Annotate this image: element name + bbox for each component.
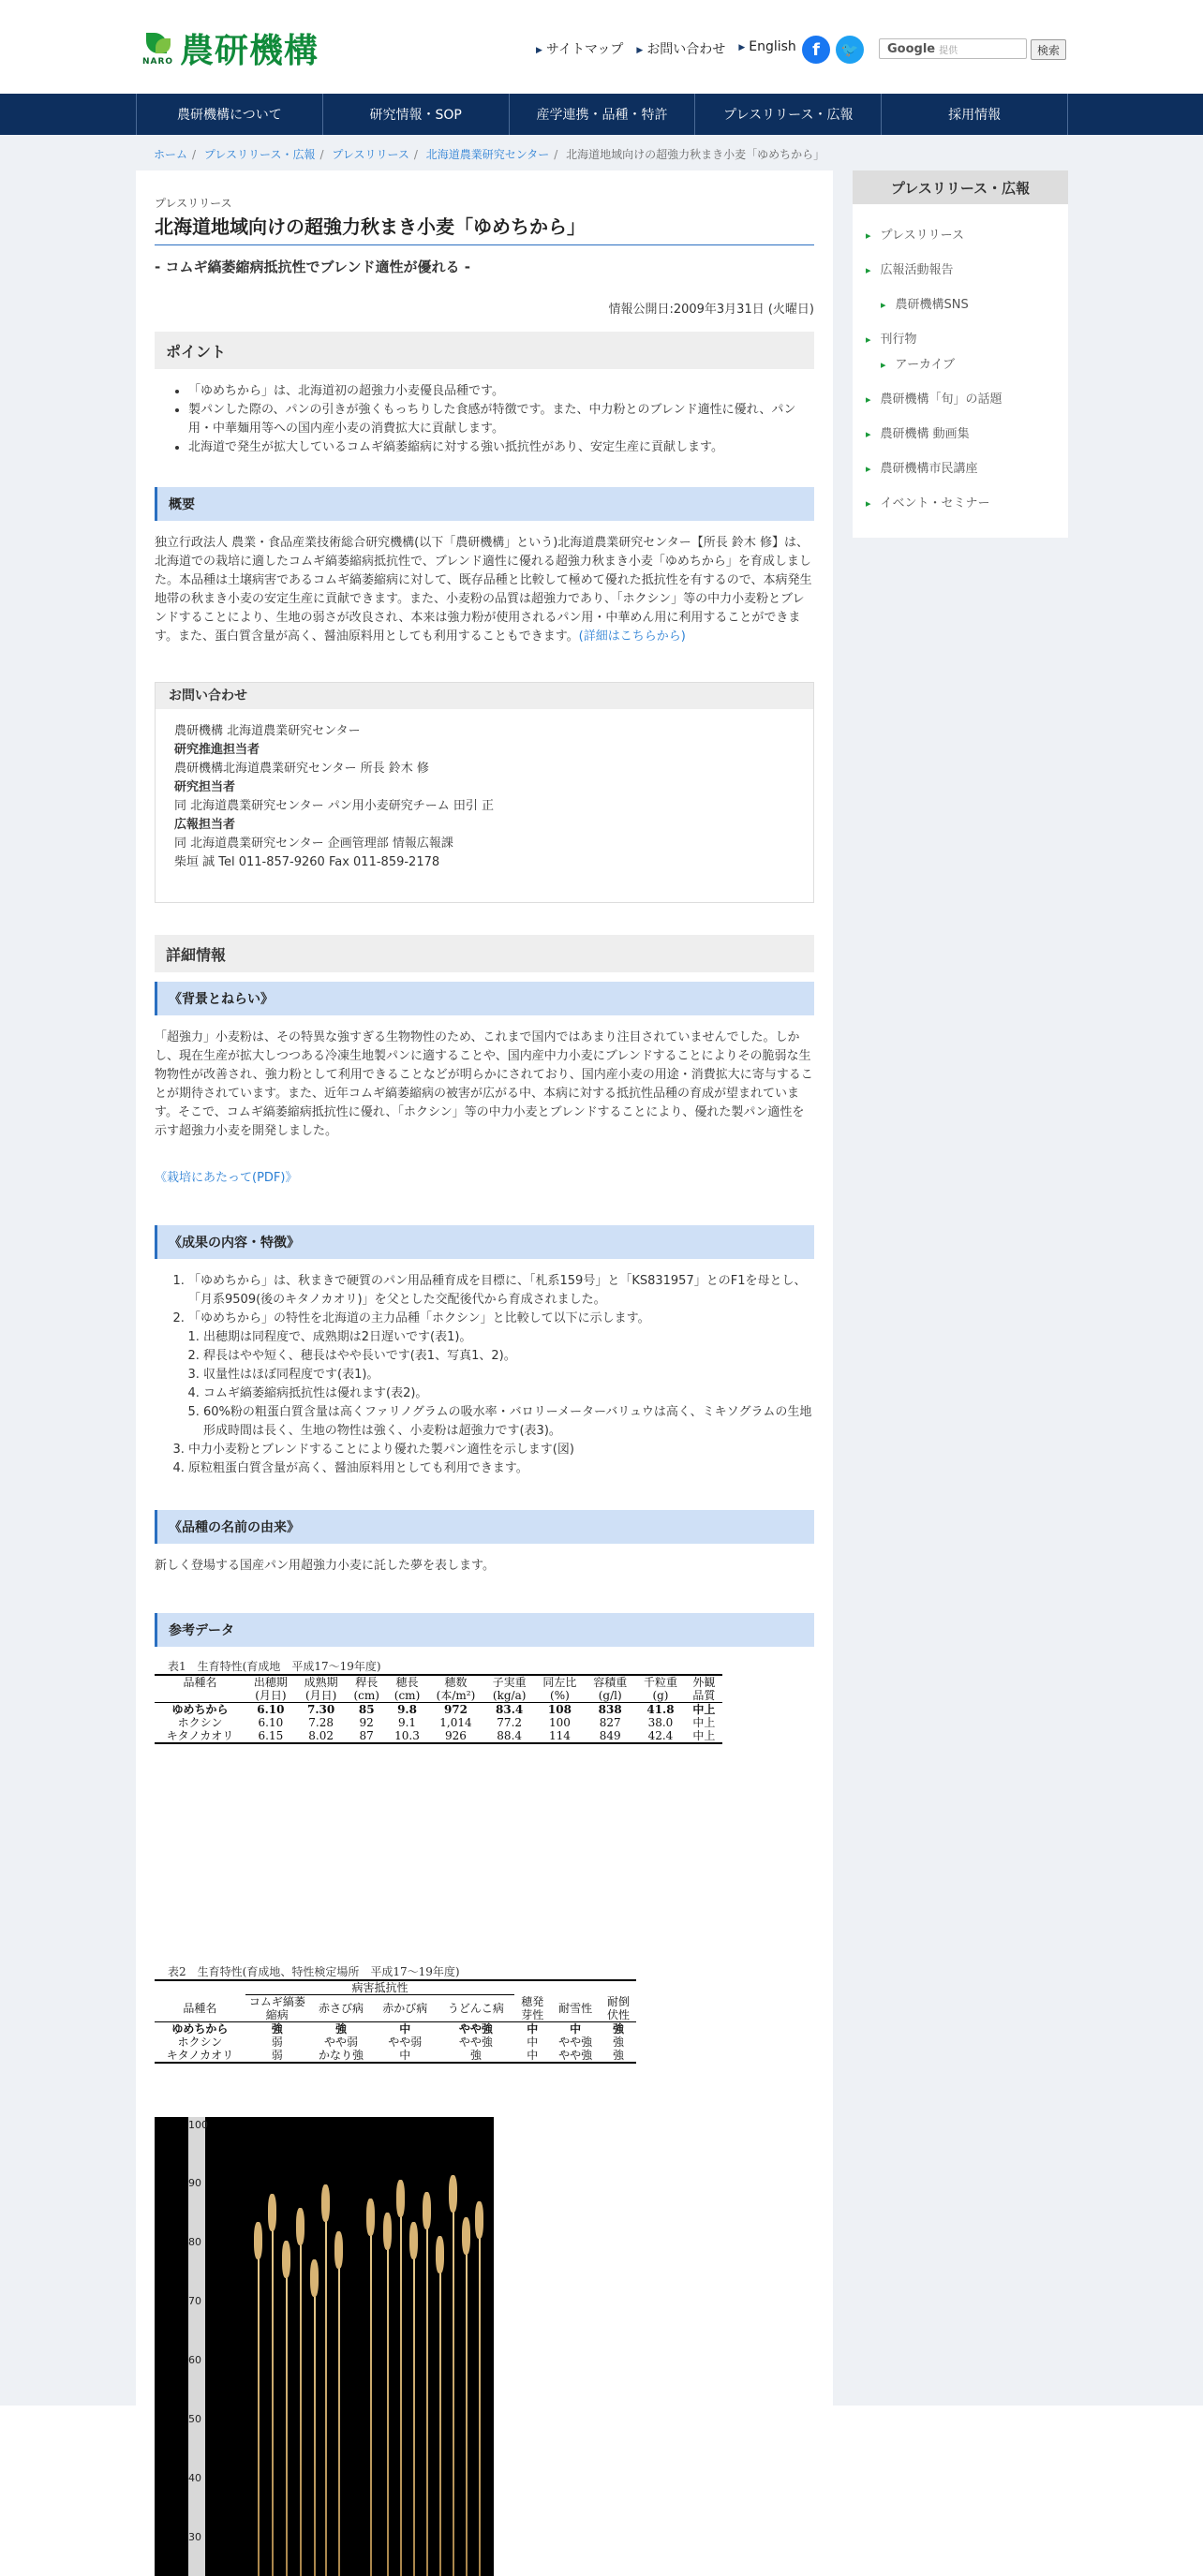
contact-heading: お問い合わせ	[156, 683, 813, 709]
crumb-home[interactable]: ホーム	[154, 148, 188, 161]
th: (cm)	[394, 1689, 421, 1702]
contact-line: 研究推進担当者	[174, 743, 260, 757]
contact-box	[155, 682, 814, 903]
search-placeholder: 提供	[939, 45, 958, 56]
td: 強	[334, 2022, 347, 2036]
contact-lines	[156, 709, 813, 872]
td: 85	[358, 1703, 375, 1716]
th: (g/l)	[598, 1689, 622, 1702]
detail-heading: 詳細情報	[155, 935, 814, 972]
ruler-label: 50	[188, 2413, 201, 2425]
sidebar-item-lectures[interactable]: ▸ 農研機構市民講座	[866, 458, 978, 476]
th: 赤かび病	[382, 2002, 428, 2015]
nav-about[interactable]: 農研機構について	[137, 94, 323, 135]
td: やや強	[558, 2036, 593, 2049]
twitter-icon[interactable]: 🐦	[836, 36, 864, 64]
td: 38.0	[647, 1716, 674, 1729]
sidebar-item-videos[interactable]: ▸ 農研機構 動画集	[866, 423, 970, 441]
td: 108	[547, 1703, 572, 1716]
crumb-press[interactable]: プレスリリース	[332, 148, 409, 161]
wheat-photo	[155, 2117, 494, 2576]
sidebar-item-sns[interactable]: ▸ 農研機構SNS	[881, 294, 969, 312]
td: 弱	[271, 2049, 283, 2062]
sidebar-item-publications[interactable]: ▸ 刊行物	[866, 329, 917, 347]
logo-naro-text: NARO	[142, 56, 174, 67]
wheat-ear	[383, 2213, 392, 2250]
point-list	[155, 382, 814, 457]
ruler-label: 100	[188, 2119, 208, 2131]
td: キタノカオリ	[166, 2049, 234, 2062]
table2-header	[155, 1995, 636, 2022]
td: キタノカオリ	[166, 1729, 234, 1742]
list-item: 5. 60%粉の粗蛋白質含量は高くファリノグラムの吸水率・バロリーメーターバリュウは高く、ミキソグラムの生地形成時間は長く、生地の物性は強く、小麦粉は超強力です(表3)。	[203, 1403, 814, 1441]
search-brand: Google	[887, 41, 936, 56]
td: ホクシン	[177, 1716, 223, 1729]
sitemap-link[interactable]: ▶ サイトマップ	[536, 39, 623, 58]
wheat-stalk	[387, 2248, 389, 2576]
th: 穂長	[395, 1676, 419, 1689]
th: 同左比	[542, 1676, 577, 1689]
td: 弱	[271, 2036, 283, 2049]
th: (kg/a)	[492, 1689, 527, 1702]
td: 強	[612, 2022, 624, 2036]
wheat-stalk	[258, 2258, 260, 2576]
results-sublist	[188, 1328, 814, 1441]
facebook-icon[interactable]: f	[802, 36, 830, 64]
page-title: 北海道地域向けの超強力秋まき小麦「ゆめちから」	[155, 212, 814, 245]
td: 972	[443, 1703, 468, 1716]
th: 耐雪性	[558, 2001, 593, 2015]
td: 114	[548, 1729, 571, 1742]
crumb-current: 北海道地域向けの超強力秋まき小麦「ゆめちから」	[566, 148, 825, 161]
th: 子実重	[492, 1676, 527, 1689]
th: 品質	[692, 1689, 716, 1702]
td: 41.8	[646, 1703, 675, 1716]
td: 92	[359, 1716, 374, 1729]
table-row	[155, 1716, 722, 1729]
td: 中	[570, 2022, 582, 2036]
td: やや強	[558, 2049, 593, 2062]
td: ゆめちから	[171, 2022, 229, 2036]
list-item: 4. コムギ縞萎縮病抵抗性は優れます(表2)。	[203, 1384, 814, 1403]
td: やや弱	[388, 2036, 423, 2049]
article-category: プレスリリース	[155, 197, 232, 210]
th: 病害抵抗性	[245, 1980, 514, 1995]
th: 稈長	[355, 1676, 379, 1689]
th: 穂数	[444, 1676, 468, 1689]
name-text: 新しく登場する国産パン用超強力小麦に託した夢を表します。	[155, 1559, 495, 1573]
name-heading: 《品種の名前の由来》	[155, 1510, 814, 1544]
td: 87	[359, 1729, 374, 1742]
th: うどんこ病	[447, 2002, 504, 2015]
english-link[interactable]: ▶ English	[738, 39, 795, 58]
list-item: 3. 中力小麦粉とブレンドすることにより優れた製パン適性を示します(図)	[188, 1441, 814, 1459]
wheat-ear	[436, 2236, 444, 2273]
th: 品種名	[183, 1676, 217, 1689]
td: 1,014	[439, 1716, 472, 1729]
wheat-ear	[334, 2231, 343, 2269]
table1-block	[155, 1658, 726, 1744]
search-input[interactable]	[879, 38, 1027, 59]
results-list	[155, 1272, 814, 1478]
td: 7.30	[307, 1703, 335, 1716]
wheat-ear	[423, 2192, 431, 2229]
th: 穂発芽性	[521, 1994, 544, 2021]
wheat-stalk	[272, 2229, 274, 2576]
wheat-stalk	[400, 2215, 402, 2576]
th: (%)	[550, 1689, 570, 1702]
wheat-ear	[449, 2175, 457, 2213]
contact-line: 研究担当者	[174, 780, 236, 794]
wheat-stalk	[439, 2272, 441, 2576]
td: ホクシン	[177, 2036, 223, 2049]
td: 中	[527, 2022, 539, 2036]
list-item: 2. 稈長はやや短く、穂長はやや長いです(表1、写真1、2)。	[203, 1347, 814, 1366]
td: 8.02	[308, 1729, 334, 1742]
sidebar-item-archive[interactable]: ▸ アーカイブ	[881, 354, 955, 372]
td: 42.4	[647, 1729, 674, 1742]
td: 6.10	[258, 1716, 284, 1729]
contact-link[interactable]: ▶ お問い合わせ	[636, 39, 725, 58]
th: コムギ縞萎縮病	[248, 1995, 305, 2021]
wheat-ear	[409, 2222, 418, 2259]
table2-caption: 表2 生育特性(育成地、特性検定場所 平成17～19年度)	[168, 1965, 460, 1978]
sidebar-item-events[interactable]: ▸ イベント・セミナー	[866, 493, 990, 511]
nav-recruit[interactable]: 採用情報	[882, 94, 1068, 135]
sidebar-item-topics[interactable]: ▸ 農研機構「旬」の話題	[866, 389, 1002, 407]
wheat-stalk	[314, 2295, 316, 2576]
wheat-stalk	[466, 2253, 468, 2576]
th: (本/m²)	[436, 1689, 476, 1702]
measuring-ruler	[188, 2117, 208, 2576]
list-item: • 北海道で発生が拡大しているコムギ縞萎縮病に対する強い抵抗性があり、安定生産に貢献します。	[188, 438, 814, 457]
wheat-stalk	[426, 2228, 428, 2576]
th: (月日)	[255, 1689, 287, 1702]
page-subtitle: - コムギ縞萎縮病抵抗性でブレンド適性が優れる -	[155, 259, 470, 275]
th	[155, 1689, 245, 1703]
results-heading: 《成果の内容・特徴》	[155, 1225, 814, 1259]
th: 耐倒伏性	[606, 1994, 630, 2021]
td: 中上	[692, 1716, 716, 1729]
td: 100	[548, 1716, 571, 1729]
td: 827	[599, 1716, 621, 1729]
td: やや強	[458, 2022, 493, 2036]
wheat-stalk	[479, 2237, 481, 2576]
breadcrumb: ホーム / プレスリリース・広報 / プレスリリース / 北海道農業研究センター / 北海道地域向けの超強力秋まき小麦「ゆめちから」	[0, 135, 1203, 170]
site-logo[interactable]	[142, 24, 319, 72]
site-header	[0, 0, 1203, 94]
wheat-ear	[366, 2198, 375, 2236]
wheat-ear	[282, 2241, 290, 2278]
th: (cm)	[353, 1689, 379, 1702]
point-heading: ポイント	[155, 332, 814, 369]
td: 7.28	[308, 1716, 334, 1729]
wheat-stalk	[338, 2267, 340, 2576]
contact-line: 同 北海道農業研究センター パン用小麦研究チーム 田引 正	[174, 799, 495, 813]
table-row	[155, 2049, 636, 2063]
th: 品種名	[183, 2001, 217, 2015]
td: 強	[271, 2022, 283, 2036]
naro-leaf-icon	[142, 31, 176, 67]
wheat-ear	[254, 2222, 262, 2259]
td: 強	[612, 2036, 624, 2049]
wheat-stalk	[300, 2243, 302, 2576]
list-item: 4. 原粒粗蛋白質含量が高く、醤油原料用としても利用できます。	[188, 1459, 814, 1478]
list-item	[188, 1310, 814, 1441]
contact-line: 柴垣 誠 Tel 011-857-9260 Fax 011-859-2178	[174, 855, 440, 869]
wheat-ear	[475, 2201, 483, 2239]
wheat-stalk	[413, 2258, 415, 2576]
wheat-ear	[462, 2217, 470, 2255]
ruler-label: 90	[188, 2177, 201, 2189]
td: 838	[598, 1703, 622, 1716]
sidebar	[853, 170, 1068, 538]
ruler-label: 80	[188, 2236, 201, 2248]
th: 赤さび病	[318, 2002, 364, 2015]
th: (g)	[652, 1689, 669, 1702]
td: 849	[599, 1729, 621, 1742]
table2-block	[155, 1963, 642, 2064]
td: 88.4	[497, 1729, 523, 1742]
td: ゆめちから	[171, 1703, 229, 1716]
contact-line: 農研機構北海道農業研究センター 所長 鈴木 修	[174, 762, 429, 776]
wheat-ear	[310, 2259, 319, 2297]
table-row	[155, 1729, 722, 1743]
nav-press[interactable]: プレスリリース・広報	[695, 94, 882, 135]
background-heading: 《背景とねらい》	[155, 982, 814, 1015]
nav-industry[interactable]: 産学連携・品種・特許	[510, 94, 696, 135]
td: 6.10	[257, 1703, 285, 1716]
table2-group-row	[155, 1980, 636, 1995]
publish-date: 情報公開日:2009年3月31日 (火曜日)	[608, 303, 814, 317]
contact-line: 農研機構 北海道農業研究センター	[174, 724, 361, 738]
table-row	[155, 2036, 636, 2049]
summary-text: 独立行政法人 農業・食品産業技術総合研究機構(以下「農研機構」という)北海道農業研究センター【所長 鈴木 修】は、北海道での栽培に適したコムギ縞萎縮病抵抗性で、ブレンド適性に優れる超強力秋まき小麦「ゆめちから」を育成しました。本品種は土壌病害であるコムギ縞萎縮病に対して、既存品種と比較して極めて優れた抵抗性を有するので、本病発生地帯の秋まき小麦の安定生産に貢献できます。また、小麦粉の品質は超強力であり、「ホクシン」等の中力小麦粉とブレンドすることにより、生地の弱さが改良され、本来は強力粉が使用されるパン用・中華めん用に利用することができます。また、蛋白質含量が高く、醤油原料用としても利用することもできます。	[155, 536, 812, 644]
sidebar-item-press[interactable]: ▸ プレスリリース	[866, 225, 964, 243]
wheat-stalk	[325, 2220, 327, 2576]
table1-header	[155, 1675, 722, 1689]
wheat-stalk	[286, 2276, 288, 2576]
contact-line: 広報担当者	[174, 818, 236, 832]
td: 中	[527, 2049, 539, 2062]
crumb-center[interactable]: 北海道農業研究センター	[425, 148, 550, 161]
ref-heading: 参考データ	[155, 1613, 814, 1647]
th: 出穂期	[253, 1676, 288, 1689]
ruler-label: 70	[188, 2295, 201, 2307]
td: 9.8	[397, 1703, 417, 1716]
wheat-ear	[268, 2194, 276, 2231]
td: 中	[527, 2036, 539, 2049]
td: 強	[612, 2049, 624, 2062]
list-item: • 製パンした際の、パンの引きが強くもっちりした食感が特徴です。また、中力粉とのブレンド適性に優れ、パン用・中華麺用等への国内産小麦の消費拡大に貢献します。	[188, 401, 814, 438]
list-item: • 「ゆめちから」は、北海道初の超強力小麦優良品種です。	[188, 382, 814, 401]
sidebar-heading: プレスリリース・広報	[853, 170, 1068, 204]
utility-links	[536, 39, 796, 58]
logo-text: 農研機構	[180, 32, 319, 70]
td: やや強	[458, 2036, 493, 2049]
th: (月日)	[304, 1689, 337, 1702]
table-row	[155, 1703, 722, 1717]
td: 10.3	[394, 1729, 420, 1742]
pdf-link[interactable]: 《栽培にあたって(PDF)》	[155, 1171, 298, 1185]
td: 77.2	[497, 1716, 523, 1729]
summary-heading: 概要	[155, 487, 814, 521]
td: 926	[445, 1729, 467, 1742]
th	[514, 1980, 636, 1995]
table1-caption: 表1 生育特性(育成地 平成17～19年度)	[168, 1660, 381, 1673]
ruler-label: 40	[188, 2472, 201, 2484]
crumb-press-pr[interactable]: プレスリリース・広報	[203, 148, 316, 161]
td: 9.1	[397, 1716, 417, 1729]
summary-detail-link[interactable]: (詳細はこちらから)	[578, 629, 686, 644]
wheat-ear	[321, 2184, 330, 2222]
th: 外観	[692, 1676, 716, 1689]
td: 中	[399, 2022, 411, 2036]
table-row	[155, 2022, 636, 2036]
list-item: 1. 出穂期は同程度で、成熟期は2日遅いです(表1)。	[203, 1328, 814, 1347]
list-item: 3. 収量性はほぼ同程度です(表1)。	[203, 1366, 814, 1384]
list-item: 1. 「ゆめちから」は、秋まきで硬質のパン用品種育成を目標に、「札系159号」と「KS831957」とのF1を母とし、「月系9509(後のキタノカオリ)」を父とした交配後代から育成されました。	[188, 1272, 814, 1310]
sidebar-item-activity[interactable]: ▸ 広報活動報告	[866, 259, 954, 277]
td: 中	[399, 2049, 411, 2062]
td: 83.4	[496, 1703, 524, 1716]
table1	[155, 1674, 722, 1744]
wheat-stalk	[453, 2211, 454, 2576]
ruler-label: 30	[188, 2531, 201, 2543]
td: 強	[469, 2049, 482, 2062]
background-text: 「超強力」小麦粉は、その特異な強すぎる生物物性のため、これまで国内ではあまり注目されていませんでした。しかし、現在生産が拡大しつつある冷凍生地製パンに適することや、国内産中力小麦にブレンドすることによりその脆弱な生物物性が改善され、強力粉として利用できることなどが明らかにされており、国内産小麦の用途・消費拡大に寄与することが期待されています。また、近年コムギ縞萎縮病の被害が広がる中、本病に対する抵抗性品種の育成が望まれています。そこで、コムギ縞萎縮病抵抗性に優れ、「ホクシン」等の中力小麦とブレンドすることにより、優れた製パン適性を示す超強力小麦を開発しました。	[155, 1030, 813, 1138]
wheat-ear	[396, 2180, 405, 2217]
ruler-label: 60	[188, 2354, 201, 2366]
th: 成熟期	[304, 1676, 338, 1689]
contact-line: 同 北海道農業研究センター 企画管理部 情報広報課	[174, 836, 453, 851]
table2	[155, 1979, 636, 2064]
td: 中上	[692, 1729, 716, 1742]
nav-research[interactable]: 研究情報・SOP	[323, 94, 510, 135]
td: 中上	[692, 1703, 716, 1716]
main-content	[136, 170, 833, 2543]
th: 千粒重	[643, 1676, 677, 1689]
global-nav	[0, 94, 1203, 135]
td: やや弱	[323, 2036, 358, 2049]
search-button[interactable]: 検索	[1031, 39, 1066, 60]
th: 容積重	[593, 1676, 628, 1689]
table1-header-units	[155, 1689, 722, 1703]
list-item-text: 「ゆめちから」の特性を北海道の主力品種「ホクシン」と比較して以下に示します。	[188, 1311, 650, 1325]
td: 6.15	[258, 1729, 284, 1742]
th	[155, 1980, 245, 1995]
wheat-ear	[296, 2208, 304, 2245]
td: かなり強	[318, 2049, 364, 2062]
